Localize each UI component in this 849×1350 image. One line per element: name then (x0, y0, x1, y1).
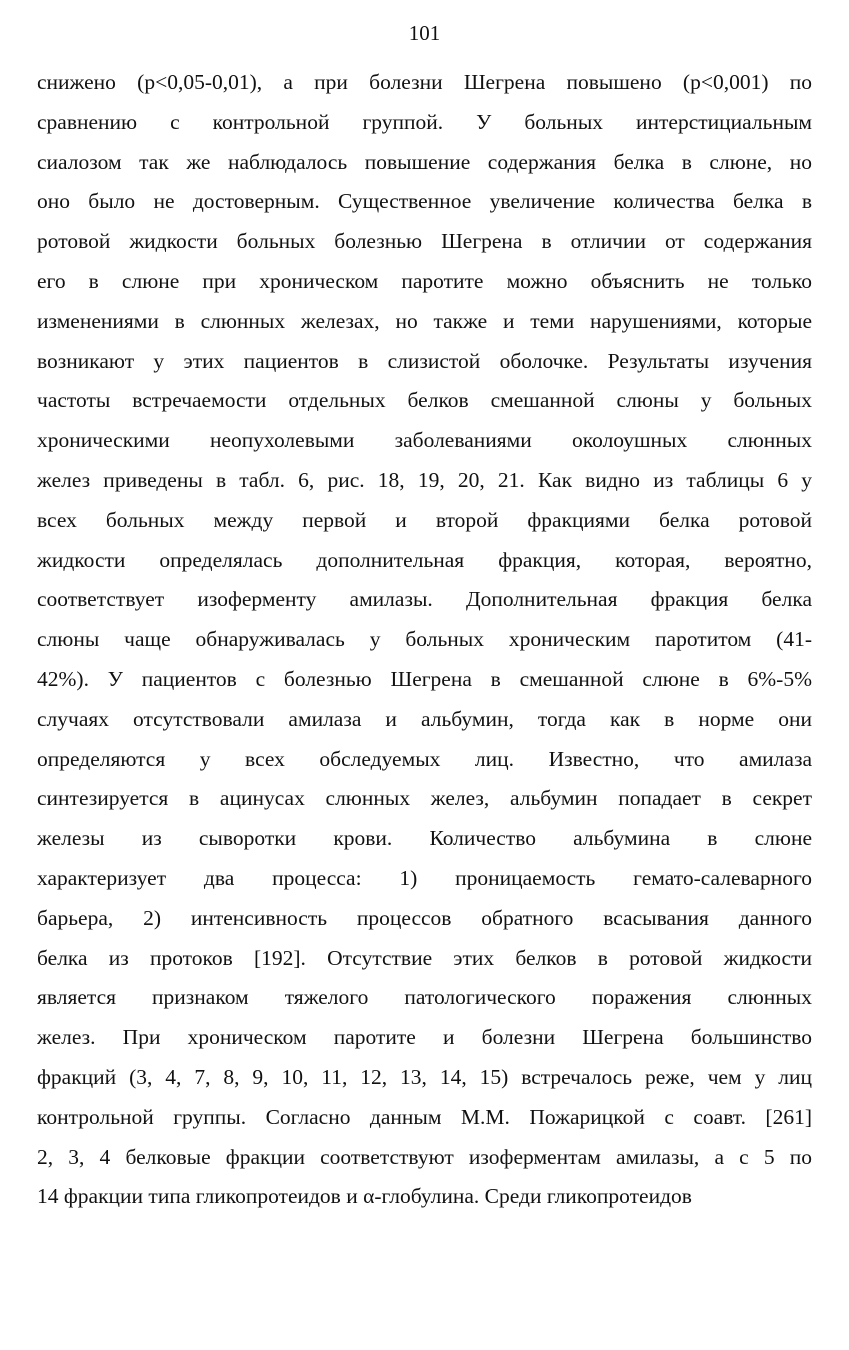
text-line: является признаком тяжелого патологического поражения слюнных (37, 985, 812, 1010)
text-line: всех больных между первой и второй фракциями белка ротовой (37, 507, 812, 532)
text-line: случаях отсутствовали амилаза и альбумин, тогда как в норме они (37, 706, 812, 731)
text-line: характеризует два процесса: 1) проницаемость гемато-салеварного (37, 865, 812, 890)
text-line: белка из протоков [192]. Отсутствие этих белков в ротовой жидкости (37, 945, 812, 970)
text-line: его в слюне при хроническом паротите можно объяснить не только (37, 268, 812, 293)
text-line: сиалозом так же наблюдалось повышение содержания белка в слюне, но (37, 149, 812, 174)
text-line: соответствует изоферменту амилазы. Дополнительная фракция белка (37, 587, 812, 612)
text-line: определяются у всех обследуемых лиц. Известно, что амилаза (37, 746, 812, 771)
text-line: сравнению с контрольной группой. У больных интерстициальным (37, 109, 812, 134)
text-line: частоты встречаемости отдельных белков смешанной слюны у больных (37, 388, 812, 413)
text-line: 2, 3, 4 белковые фракции соответствуют изоферментам амилазы, а с 5 по (37, 1144, 812, 1169)
text-line: снижено (p<0,05-0,01), а при болезни Шегрена повышено (p<0,001) по (37, 70, 812, 94)
text-line: хроническими неопухолевыми заболеваниями околоушных слюнных (37, 428, 812, 453)
text-line: желез. При хроническом паротите и болезни Шегрена большинство (37, 1025, 812, 1050)
text-line: барьера, 2) интенсивность процессов обратного всасывания данного (37, 905, 812, 930)
text-line: фракций (3, 4, 7, 8, 9, 10, 11, 12, 13, 14, 15) встречалось реже, чем у лиц (37, 1064, 812, 1089)
text-line: желез приведены в табл. 6, рис. 18, 19, 20, 21. Как видно из таблицы 6 у (37, 467, 812, 492)
text-line: 42%). У пациентов с болезнью Шегрена в смешанной слюне в 6%-5% (37, 666, 812, 691)
text-line: ротовой жидкости больных болезнью Шегрена в отличии от содержания (37, 229, 812, 254)
body-paragraph (37, 66, 812, 1220)
text-line: синтезируется в ацинусах слюнных желез, альбумин попадает в секрет (37, 786, 812, 811)
text-line: 14 фракции типа гликопротеидов и α-глобулина. Среди гликопротеидов (37, 1184, 692, 1209)
text-line: железы из сыворотки крови. Количество альбумина в слюне (37, 826, 812, 851)
text-line: слюны чаще обнаруживалась у больных хроническим паротитом (41- (37, 627, 812, 652)
text-line: оно было не достоверным. Существенное увеличение количества белка в (37, 189, 812, 214)
page-number: 101 (408, 21, 441, 45)
text-line: изменениями в слюнных железах, но также и теми нарушениями, которые (37, 308, 812, 333)
text-line: возникают у этих пациентов в слизистой оболочке. Результаты изучения (37, 348, 812, 373)
text-line: контрольной группы. Согласно данным М.М. Пожарицкой с соавт. [261] (37, 1104, 812, 1129)
text-line: жидкости определялась дополнительная фракция, которая, вероятно, (37, 547, 812, 572)
